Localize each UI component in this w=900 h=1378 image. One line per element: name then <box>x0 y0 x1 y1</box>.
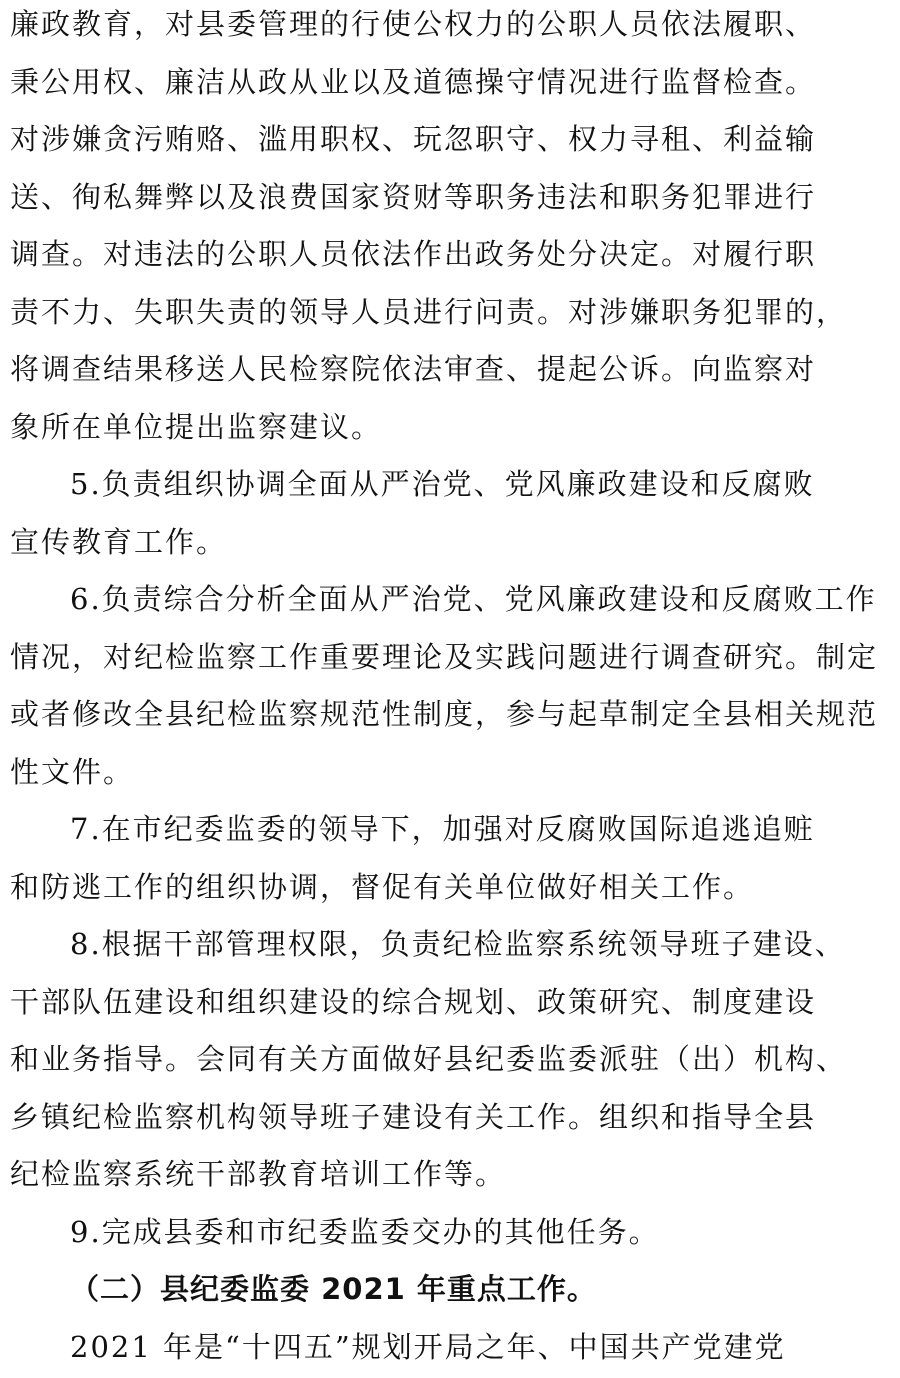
text-line: 6.负责综合分析全面从严治党、党风廉政建设和反腐败工作 <box>70 582 877 616</box>
text-line: 和防逃工作的组织协调，督促有关单位做好相关工作。 <box>10 869 755 904</box>
paragraph-supervision-duties <box>10 0 882 456</box>
text-line: 秉公用权、廉洁从政从业以及道德操守情况进行监督检查。 <box>10 64 817 99</box>
text-line: 7.在市纪委监委的领导下，加强对反腐败国际追逃追赃 <box>70 812 815 846</box>
paragraph-item-8 <box>10 916 882 1204</box>
section-heading-2021-priorities <box>10 1261 882 1319</box>
text-line: 情况，对纪检监察工作重要理论及实践问题进行调查研究。制定 <box>10 639 879 674</box>
section-heading: （二）县纪委监委 2021 年重点工作。 <box>70 1272 597 1306</box>
text-line: 纪检监察系统干部教育培训工作等。 <box>10 1157 507 1191</box>
paragraph-2021-intro <box>10 1319 882 1377</box>
text-line: 送、徇私舞弊以及浪费国家资财等职务违法和职务犯罪进行 <box>10 179 817 214</box>
text-line: 性文件。 <box>10 754 135 789</box>
text-line: 廉政教育，对县委管理的行使公权力的公职人员依法履职、 <box>10 7 817 41</box>
text-line: 象所在单位提出监察建议。 <box>10 409 383 444</box>
text-line: 调查。对违法的公职人员依法作出政务处分决定。对履行职 <box>10 237 817 271</box>
text-line: 干部队伍建设和组织建设的综合规划、政策研究、制度建设 <box>10 984 817 1019</box>
text-line: 乡镇纪检监察机构领导班子建设有关工作。组织和指导全县 <box>10 1099 817 1134</box>
text-line: 和业务指导。会同有关方面做好县纪委监委派驻（出）机构、 <box>10 1042 848 1076</box>
paragraph-item-7 <box>10 801 882 916</box>
text-line: 2021 年是“十四五”规划开局之年、中国共产党建党 <box>70 1329 786 1364</box>
text-line: 将调查结果移送人民检察院依法审查、提起公诉。向监察对 <box>10 352 817 386</box>
text-line: 对涉嫌贪污贿赂、滥用职权、玩忽职守、权力寻租、利益输 <box>10 122 817 156</box>
text-line: 责不力、失职失责的领导人员进行问责。对涉嫌职务犯罪的， <box>10 294 848 329</box>
text-line: 宣传教育工作。 <box>10 524 228 559</box>
paragraph-item-6 <box>10 571 882 801</box>
text-line: 8.根据干部管理权限，负责纪检监察系统领导班子建设、 <box>70 927 846 961</box>
paragraph-item-5 <box>10 456 882 571</box>
text-line: 或者修改全县纪检监察规范性制度，参与起草制定全县相关规范 <box>10 697 879 731</box>
paragraph-item-9 <box>10 1204 882 1262</box>
text-line: 9.完成县委和市纪委监委交办的其他任务。 <box>70 1214 660 1249</box>
text-line: 5.负责组织协调全面从严治党、党风廉政建设和反腐败 <box>70 467 815 501</box>
